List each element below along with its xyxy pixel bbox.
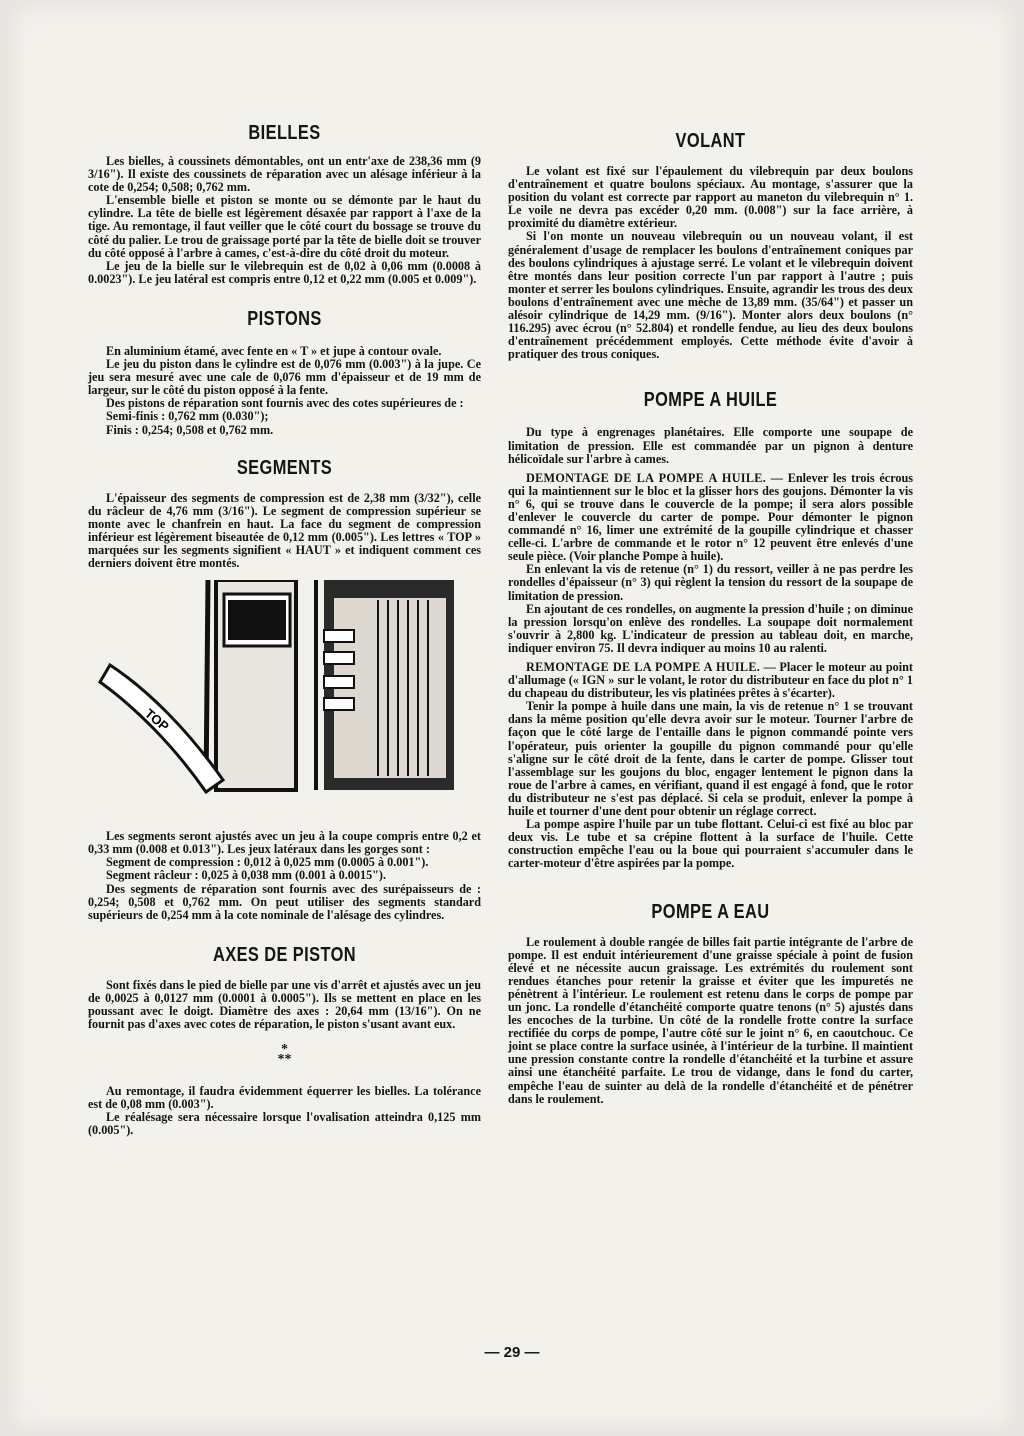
paragraph: Semi-finis : 0,762 mm (0.030"); — [106, 409, 269, 424]
paragraph-text: — Enlever les trois écrous qui la maintiennent sur le bloc et la glisser hors des goujons. Démonter la vis n° 6, qui se trouve dans le couvercle de la pompe; il sera alors possible d'enlever le couvercle du carter de pompe. Pour démonter le pignon commandé n° 16, limer une extrémité de la goupille cylindrique et chasser celle-ci. L'arbre de commande et le rotor n° 12 peuvent être enlevés d'une seule pièce. (Voir planche Pompe à huile). — [508, 470, 914, 564]
section-pompe-a-huile — [508, 389, 913, 870]
section-title: AXES DE PISTON — [212, 943, 357, 966]
paragraph: Des pistons de réparation sont fournis avec des cotes supérieures de : — [106, 396, 464, 411]
page-number: — 29 — — [484, 1344, 540, 1361]
left-column — [88, 120, 481, 1138]
paragraph: L'ensemble bielle et piston se monte ou se démonte par le haut du cylindre. La tête de bielle est légèrement désaxée par rapport à l'axe de la tige. Au remontage, il faut veiller que le côté court du bossage se trouve du côté du palier. Le trou de graissage porté par la tête de bielle doit se trouver du côté opposé à l'arbre à cames, c'est-à-dire du côté droit du moteur. — [88, 193, 481, 260]
paragraph: Si l'on monte un nouveau vilebrequin ou un nouveau volant, il est généralement d'usage de remplacer les boulons d'entraînement coniques par des boulons cylindriques à ajustage serré. Le volant et le vilebrequin doivent être montés dans leur position correcte l'un par rapport à l'autre ; puis monter et serrer les boulons cylindriques. Ensuite, agrandir les trous des deux boulons d'entraînement avec une mèche de 13,89 mm. (35/64") et passer un alésoir cylindrique de 14,29 mm. (9/16"). Monter alors deux boulons (n° 116.295) avec écrou (n° 52.804) et rondelle fendue, au lieu des deux boulons d'entraînement précédemment employés. Cette méthode évite d'avoir à pratiquer des trous coniques. — [508, 229, 913, 362]
paragraph: Le volant est fixé sur l'épaulement du vilebrequin par deux boulons d'entraînement et quatre boulons spéciaux. Au montage, s'assurer que la position du volant est correcte par rapport au maneton du vilebrequin n° 1. Le voile ne devra pas excéder 0,20 mm. (0.008") sur la face arrière, à proximité du diamètre extérieur. — [508, 164, 913, 231]
segment-illustration — [88, 580, 481, 830]
section-title: POMPE A HUILE — [643, 389, 778, 412]
paragraph: Tenir la pompe à huile dans une main, la vis de retenue n° 1 se trouvant dans la même position qu'elle devra avoir sur le moteur. Tourner l'arbre de façon que le côté large de l'entaille dans le pignon commandé pointe vers l'opérateur, puis orienter la goupille du pignon commandé pour qu'elle s'aligne sur le côté droit de la fente, dans le carter de pompe. Glisser tout l'assemblage sur les goujons du bloc, engager lentement le pignon dans la roue de l'arbre à cames, en vérifiant, quand il est engagé à fond, que le rotor du distributeur ne s'est pas déplacé. Si cela se produit, enlever la pompe à huile et tourner d'une dent pour obtenir un réglage correct. — [508, 699, 913, 819]
section-title: POMPE A EAU — [651, 900, 770, 923]
paragraph: Le réalésage sera nécessaire lorsque l'ovalisation atteindra 0,125 mm (0.005"). — [88, 1110, 481, 1138]
section-axes-de-piston — [88, 944, 481, 1138]
paragraph: Au remontage, il faudra évidemment équerrer les bielles. La tolérance est de 0,08 mm (0.003"). — [88, 1084, 481, 1112]
section-title: PISTONS — [247, 307, 322, 330]
paragraph: Le jeu du piston dans le cylindre est de 0,076 mm (0.003") à la jupe. Ce jeu sera mesuré avec une cale de 0,076 mm d'épaisseur et de 19 mm de largeur, sur le côté du piston opposé à la fente. — [88, 357, 481, 398]
right-column — [508, 120, 913, 1106]
paragraph: Finis : 0,254; 0,508 et 0,762 mm. — [106, 422, 274, 437]
section-title: VOLANT — [675, 130, 746, 152]
section-title: SEGMENTS — [236, 456, 333, 479]
section-pistons — [88, 308, 481, 437]
paragraph — [508, 472, 913, 564]
piston-ring-drawing — [88, 580, 481, 830]
document-page — [8, 2, 1016, 1432]
paragraph: Les segments seront ajustés avec un jeu à la coupe compris entre 0,2 et 0,33 mm (0.008 et 0.013"). Les jeux latéraux dans les gorges sont : — [88, 829, 481, 857]
top-marking: TOP — [141, 705, 172, 735]
paragraph: Des segments de réparation sont fournis avec des surépaisseurs de : 0,254; 0,508 et 0,762 mm. On peut utiliser des segments standard supérieurs de 0,254 mm à la cote nominale de l'alésage des cylindres. — [88, 881, 481, 922]
paragraph — [508, 661, 913, 700]
paragraph: Segment de compression : 0,012 à 0,025 mm (0.0005 à 0.001"). — [106, 855, 429, 870]
paragraph: En enlevant la vis de retenue (n° 1) du ressort, veiller à ne pas perdre les rondelles d'épaisseur (n° 3) qui règlent la tension du ressort de la soupape de limitation de pression. — [508, 562, 913, 603]
section-pompe-a-eau — [508, 901, 913, 1106]
section-title: BIELLES — [248, 122, 321, 144]
paragraph: En aluminium étamé, avec fente en « T » et jupe à contour ovale. — [106, 343, 442, 358]
paragraph: Segment râcleur : 0,025 à 0,038 mm (0.001 à 0.0015"). — [106, 868, 387, 883]
paragraph: L'épaisseur des segments de compression est de 2,38 mm (3/32"), celle du râcleur de 4,76 mm (3/16"). Le segment de compression supérieur se monte avec le chanfrein en haut. La face du segment de compression inférieur est légèrement biseautée de 0,12 mm (0.005"). Les lettres « TOP » marquées sur les segments signifient « HAUT » et indiquent comment ces derniers doivent être montés. — [88, 490, 481, 571]
asterism: * ** — [277, 1042, 292, 1068]
paragraph: Sont fixés dans le pied de bielle par une vis d'arrêt et ajustés avec un jeu de 0,0025 à 0,0127 mm (0.0001 à 0.0005"). Ils se mettent en place en les poussant avec le doigt. Diamètre des axes : 20,64 mm (13/16"). On ne fournit pas d'axes avec cotes de réparation, le piston s'usant avant eux. — [88, 977, 481, 1032]
paragraph: Le roulement à double rangée de billes fait partie intégrante de l'arbre de pompe. Il est enduit intérieurement d'une graisse spéciale à point de fusion élevé et ne nécessite aucun graissage. Les extrémités du roulement sont rendues étanches pour retenir la graisse et éviter que les impuretés ne pénètrent à l'intérieur. Le roulement est retenu dans le corps de pompe par un jonc. La rondelle d'étanchéité comporte quatre tenons (n° 5) ajustés dans les encoches de la turbine. Un côté de la rondelle frotte contre la surface rectifiée du corps de pompe, l'autre côté sur le joint n° 6, en caoutchouc. Ce joint se place contre la surface usinée, à l'intérieur de la turbine. Il maintient une pression constante contre la rondelle d'étanchéité et la turbine et assure ainsi une étanchéité parfaite. Le trou de vidange, dans le fond du carter, empêche l'eau de suinter au delà de la rondelle d'étanchéité et de pénétrer dans le roulement. — [508, 934, 913, 1106]
paragraph: Du type à engrenages planétaires. Elle comporte une soupape de limitation de pression. Elle est commandée par un pignon à denture hélicoïdale sur l'arbre à cames. — [508, 425, 913, 466]
subheading: DEMONTAGE DE LA POMPE A HUILE. — [526, 470, 767, 485]
paragraph: Les bielles, à coussinets démontables, ont un entr'axe de 238,36 mm (9 3/16"). Il existe des coussinets de réparation avec un alésage inférieur à la cote de 0,254; 0,508; 0,762 mm. — [88, 154, 481, 195]
section-segments — [88, 457, 481, 922]
section-bielles — [88, 122, 481, 286]
subheading: REMONTAGE DE LA POMPE A HUILE. — [526, 660, 761, 674]
paragraph: La pompe aspire l'huile par un tube flottant. Celui-ci est fixé au bloc par deux vis. Le tube et sa crépine flottent à la surface de l'huile. Cette construction empêche l'eau ou la boue qui pourraient s'accumuler dans le carter-moteur d'être aspirées par la pompe. — [508, 817, 913, 871]
paragraph: Le jeu de la bielle sur le vilebrequin est de 0,02 à 0,06 mm (0.0008 à 0.0023"). Le jeu latéral est compris entre 0,12 et 0,22 mm (0.005 et 0.009"). — [88, 258, 481, 286]
paragraph-text: — Placer le moteur au point d'allumage (« IGN » sur le volant, le rotor du distributeur en face du plot n° 1 du chapeau du distributeur, les vis platinées prêtes à s'écarter). — [508, 660, 913, 701]
section-volant — [508, 130, 913, 361]
paragraph: En ajoutant de ces rondelles, on augmente la pression d'huile ; on diminue la pression lorsqu'on enlève des rondelles. La soupape doit normalement s'ouvrir à 2,800 kg. L'indicateur de pression au tableau doit, en marche, indiquer environ 75. Il devra indiquer au moins 10 au ralenti. — [508, 601, 913, 655]
